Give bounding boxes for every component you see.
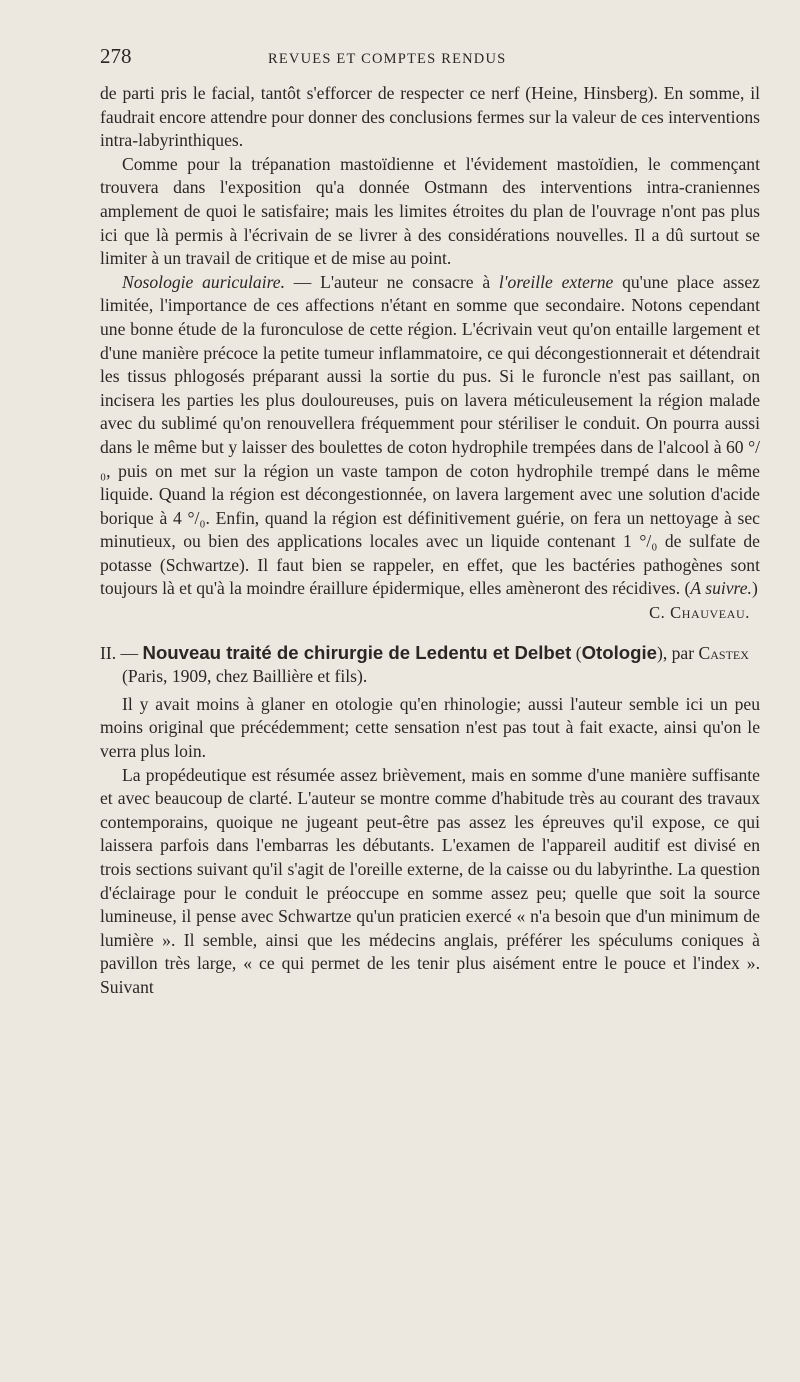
paragraph: de parti pris le facial, tantôt s'efforcer de respecter ce nerf (Heine, Hinsberg). En somme, il faudrait encore attendre pour donner des conclusions fermes sur la valeur de ces interventions intra-labyrinthiques. [100, 83, 761, 151]
text-run: ), par [656, 642, 699, 663]
page-number: 278 [100, 44, 132, 68]
paragraph: La propédeutique est résumée assez brièvement, mais en somme d'une manière suffisante et avec beaucoup de clarté. L'auteur se montre comme d'habitude très au courant des travaux contemporains, quoique ne jugeant peut-être pas assez les épreuves qu'il expose, ce qui laissera parfois dans l'embarras les débutants. L'examen de l'appareil auditif est divisé en trois sections suivant qu'il s'agit de l'oreille externe, de la caisse ou du labyrinthe. La question d'éclairage pour le conduit le préoccupe en somme assez peu; quelle que soit la source lumineuse, il pense avec Schwartze qu'un praticien exercé « n'a besoin que d'un minimum de lumière ». Il semble, ainsi que les médecins anglais, préférer les spéculums coniques à pavillon très large, « ce qui permet de les tenir plus aisément entre le pouce et l'index ». Suivant [100, 764, 760, 997]
text-run: ) [751, 578, 758, 599]
author-signature: C. Chauveau. [649, 603, 750, 623]
book-subtitle: Otologie [581, 641, 657, 663]
running-head: REVUES ET COMPTES RENDUS [268, 51, 507, 67]
italic-heading: Nosologie auriculaire. [122, 271, 286, 292]
book-title: Nouveau traité de chirurgie de Ledentu et Delbet [142, 641, 572, 663]
section-heading [100, 641, 760, 689]
italic-note: A suivre. [690, 578, 752, 599]
paragraph: Comme pour la trépanation mastoïdienne et l'évidement mastoïdien, le commençant trouvera dans l'exposition qu'a donnée Ostmann des interventions intra-craniennes amplement de quoi le satisfaire; mais les limites étroites du plan de l'ouvrage n'ont pas plus ici que là permis à l'écrivain de se livrer à des considérations nouvelles. Il a dû surtout se limiter à un travail de critique et de mise au point. [100, 153, 760, 269]
text-run: (Paris, 1909, chez Baillière et fils). [122, 666, 368, 687]
text-run: qu'une place assez limitée, l'importance de ces affections n'étant en somme que secondaire. Notons cependant une bonne étude de la furonculose de cette région. L'écrivain veut qu'on entaille largement et d'une manière précoce la petite tumeur inflammatoire, ce qui décongestionnerait et détendrait les tissus phlogosés préparant aussi la sortie du pus. Si le furoncle n'est pas saillant, on incisera les parties les plus douloureuses, puis on lavera méticuleusement la région malade avec du sublimé qu'on renouvellera fréquemment pour stériliser le conduit. On pourra aussi dans le même but y laisser des boulettes de coton hydrophile trempées dans de l'alcool à 60 °/₀, puis on met sur la région un vaste tampon de coton hydrophile trempé dans le même liquide. Quand la région est décongestionnée, on lavera largement avec une solution d'acide borique à 4 °/₀. Enfin, quand la région est définitivement guérie, on fera un nettoyage à sec minutieux, ou bien des applications locales avec un liquide contenant 1 °/₀ de sulfate de potasse (Schwartze). Il faut bien se rappeler, en effet, que les bactéries pathogènes sont toujours là et qu'à la moindre éraillure épidermique, elles amèneront des récidives. ( [100, 271, 760, 599]
italic-term: l'oreille externe [498, 271, 614, 292]
text-run: ( [571, 642, 582, 663]
paragraph [100, 271, 760, 601]
page-header [100, 44, 760, 82]
section-number: II. — [100, 642, 143, 663]
book-author: Castex [698, 642, 749, 663]
article-body [100, 82, 760, 1000]
text-run: — L'auteur ne consacre à [285, 271, 499, 292]
paragraph: Il y avait moins à glaner en otologie qu'en rhinologie; aussi l'auteur semble ici un peu moins original que précédemment; cette sensation n'est pas tout à fait exacte, ainsi qu'on le verra plus loin. [100, 693, 760, 762]
